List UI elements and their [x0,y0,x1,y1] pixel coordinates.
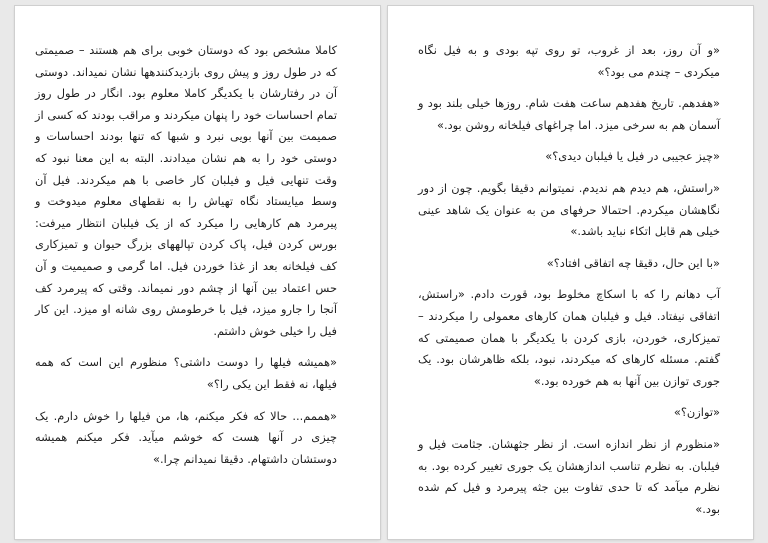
paragraph: «راستش، هم دیدم هم ندیدم. نمیتوانم دقیقا بگویم. چون از دور نگاهشان میکردم. احتمالا حرفهای من به عنوان یک شاهد عینی خیلی هم قابل اتکاء نباید باشد.» [418,180,720,239]
paragraph: «منظورم از نظر اندازه است. از نظر جثهشان. جثامت فیل و فیلبان. به نظرم تناسب اندازهشان یک جوری تغییر کرده بود. به نظرم میآمد که تا حدی تفاوت بین جثه پیرمرد و فیل کم شده بود.» [418,436,720,516]
paragraph: «با این حال، دقیقا چه اتفاقی افتاد؟» [546,255,720,270]
paragraph: «هفدهم. تاریخ هفدهم ساعت هفت شام. روزها خیلی بلند بود و آسمان هم به سرخی میزد. اما چراغهای فیلخانه روشن بود.» [418,96,720,132]
paragraph: «و آن روز، بعد از غروب، تو روی تپه بودی و به فیل نگاه میکردی – چندم می بود؟» [418,43,720,79]
paragraph: آب دهانم را که با اسکاچ مخلوط بود، قورت دادم. «راستش، اتفاقی نیفتاد. فیل و فیلبان همان کارهای معمولی را میکردند –تمیزکاری، خوردن، بازی کردن با یکدیگر با همان صمیمتی که گفتم. مسئله کارهای که میکردند، نبود، بلکه ظاهرشان بود. یک جوری توازن بین آنها به هم خورده بود.» [418,287,720,388]
page-left [15,6,380,539]
paragraph: «همیشه فیلها را دوست داشتی؟ منظورم این است که همه فیلها، نه فقط این یکی را؟» [35,355,337,391]
paragraph: کاملا مشخص بود که دوستان خوبی برای هم هستند – صمیمتی که در طول روز و پیش روی بازدیدکنندهها نشان نمیداند. دوستی آن در رفتارشان با یکدیگر کاملا معلوم بود. انگار در طول روز تمام احساسات خود را پنهان میکردند و مراقب بودند که کسی از صمیمت بین آنها بویی نبرد و شبها که تنها بودند احساسات و دوستی خود را به هم نشان میدادند. البته به این معنا نبود که وقت تنهایی فیل و فیلبان کار خاصی با هم میکردند. فیل آن وسط میایستاد نگاه تهیاش را به نقطهای معلوم میدوخت و پیرمرد هم کارهایی را میکرد که از یک فیلبان انتظار میرفت: بورس کردن فیل، پاک کردن تپالههای بزرگ حیوان و تمیزکاری کف فیلخانه بعد از غذا خوردن فیل. اما گرمی و صمیمیت و آن حس اعتماد بین آنها از چشم دور نمیماند. وقتی که پیرمرد کف آنجا را جارو میزد، فیل با خرطومش روی شانه او میزد. این کار فیل را خیلی خوش داشتم. [35,43,337,338]
page-right [388,6,753,539]
paragraph: «چیز عجیبی در فیل یا فیلبان دیدی؟» [545,149,720,164]
paragraph: «توازن؟» [673,405,720,420]
paragraph: «هممم... حالا که فکر میکنم، ها، من فیلها را خوش دارم. یک چیزی در آنها هست که خوشم میآید. فکر میکنم همیشه دوستشان داشتهام. دقیقا نمیدانم چرا.» [35,408,337,466]
page-text [418,40,720,530]
page-text [35,40,337,480]
